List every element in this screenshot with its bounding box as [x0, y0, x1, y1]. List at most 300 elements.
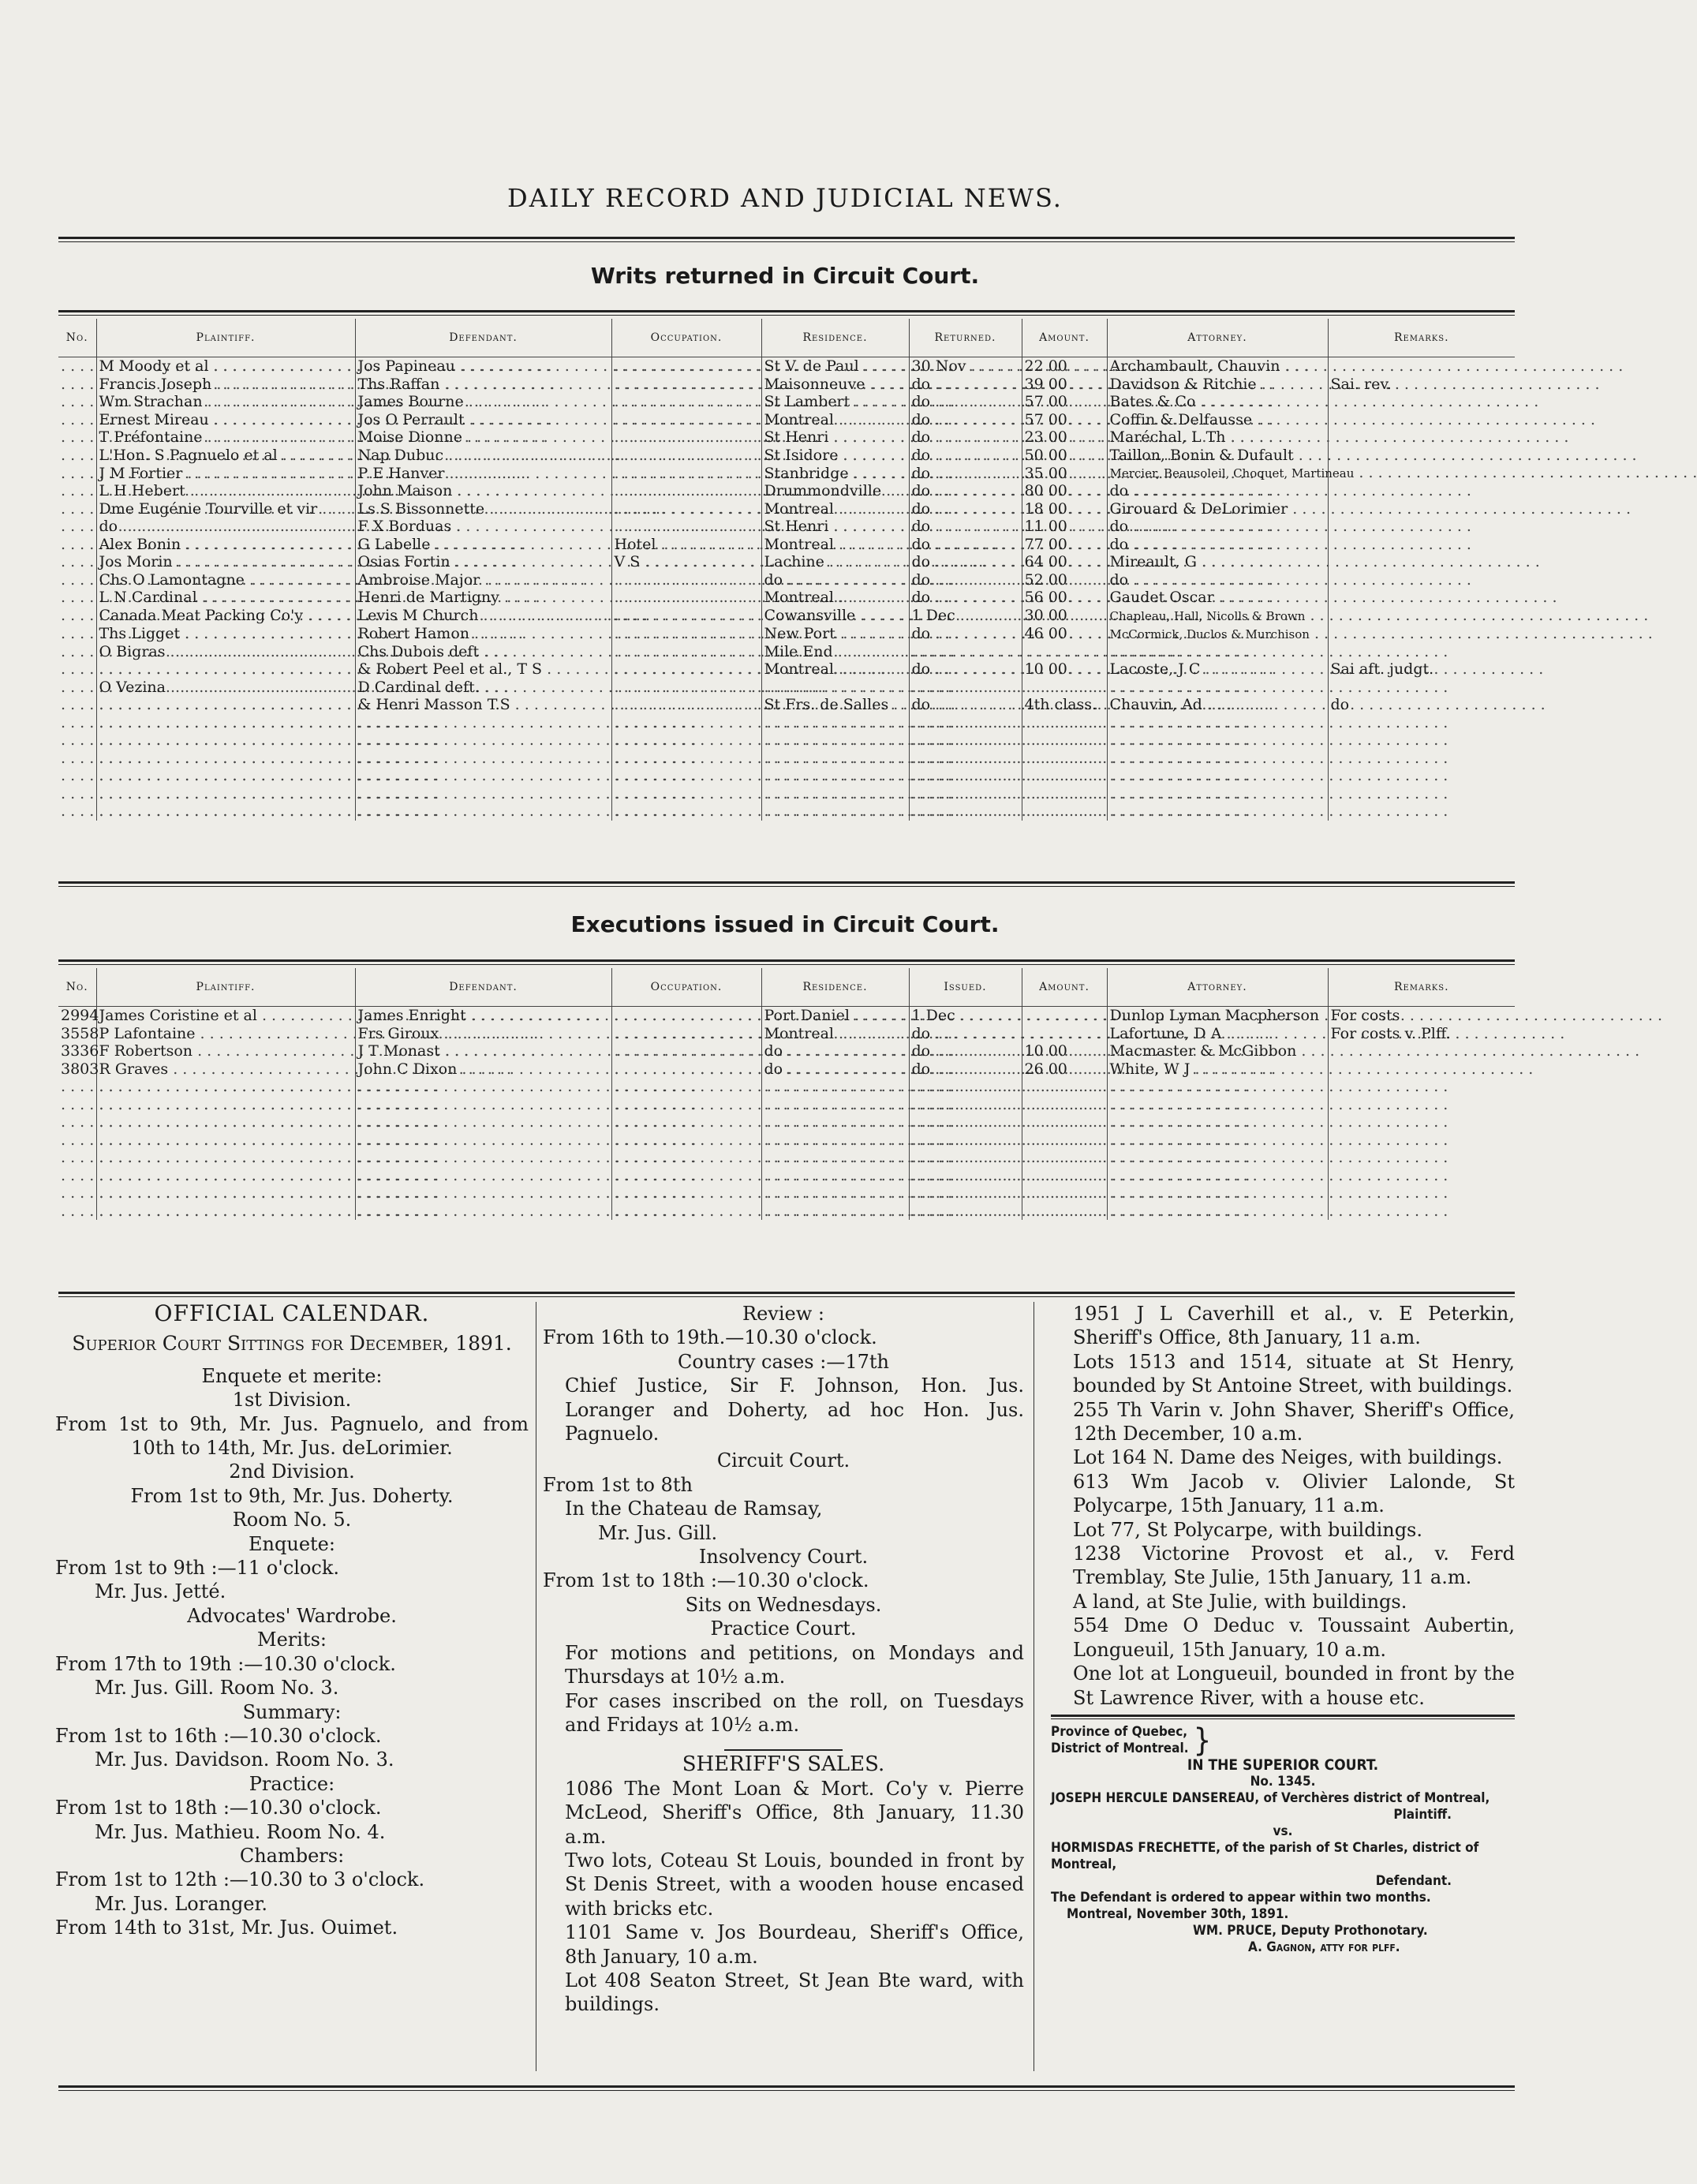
table-row: [58, 393, 1515, 411]
table-cell: [355, 464, 611, 482]
table-cell: [96, 714, 355, 732]
cell-text: Montreal: [764, 535, 834, 553]
table-cell: [611, 428, 761, 447]
table-cell: [1107, 464, 1355, 482]
table-cell: [611, 571, 761, 589]
table-cell: [761, 553, 909, 571]
table-cell: [58, 428, 96, 447]
notice-province: Province of Quebec,: [1051, 1723, 1188, 1740]
table-cell: [355, 802, 611, 821]
table-cell: [1107, 357, 1328, 376]
cell-text: Moise Dionne: [357, 428, 462, 447]
cell-text: do: [1109, 518, 1129, 536]
sheriff-sale: Lot 77, St Polycarpe, with buildings.: [1073, 1518, 1423, 1541]
table-cell: [909, 571, 1022, 589]
column-header: Defendant.: [355, 319, 611, 357]
legal-notice: [1051, 1724, 1515, 1956]
circuit-line: From 1st to 8th: [543, 1473, 693, 1496]
column-header: Plaintiff.: [96, 968, 355, 1007]
table-row: [58, 679, 1515, 697]
table-cell: [355, 1113, 611, 1131]
practice-heading: Practice Court.: [710, 1617, 857, 1640]
rule: [58, 237, 1515, 242]
table-cell: [96, 750, 355, 768]
table-cell: [1107, 714, 1328, 732]
table-cell: [96, 1149, 355, 1167]
cell-text: Chs Dubois deft: [357, 642, 480, 660]
column-header: Attorney.: [1107, 968, 1328, 1007]
table-cell: [1107, 660, 1328, 679]
table-cell: [761, 1184, 909, 1202]
table-cell: [909, 482, 1022, 500]
table-cell: [96, 571, 355, 589]
insolvency-heading: Insolvency Court.: [698, 1546, 869, 1569]
table-cell: [58, 607, 96, 625]
table-cell: [1107, 1184, 1328, 1202]
table-cell: [761, 1131, 909, 1150]
table-cell: [58, 731, 96, 750]
cell-text: Jos Morin: [99, 553, 173, 571]
table-cell: [611, 607, 761, 625]
table-cell: [909, 802, 1022, 821]
column-header: Returned.: [909, 319, 1022, 357]
cell-text: 2994: [61, 1007, 99, 1025]
column-header: Amount.: [1022, 319, 1107, 357]
table-cell: [611, 447, 761, 465]
cell-text: Hotel: [614, 535, 656, 553]
cell-text: Lacoste, J C: [1109, 660, 1201, 679]
table-cell: [761, 411, 909, 429]
calendar-line: Merits:: [257, 1629, 327, 1651]
cell-text: Dunlop Lyman Macpherson: [1109, 1007, 1320, 1025]
cell-text: 50 00: [1024, 446, 1067, 464]
review-time: From 16th to 19th.—10.30 o'clock.: [543, 1326, 877, 1349]
notice-plaintiff: JOSEPH HERCULE DANSEREAU, of Verchères district of Montreal,: [1051, 1789, 1490, 1806]
table-row: [58, 767, 1515, 785]
table-row: [58, 1167, 1515, 1185]
table-cell: [909, 625, 1022, 643]
table-row: [58, 1202, 1515, 1221]
calendar-line: From 1st to 9th, Mr. Jus. Pagnuelo, and from 10th to 14th, Mr. Jus. deLorimier.: [55, 1412, 529, 1460]
calendar-line: From 1st to 18th :—10.30 o'clock.: [55, 1797, 382, 1819]
table-cell: [355, 1167, 611, 1185]
cell-text: do: [911, 696, 931, 714]
notice-vs: vs.: [1273, 1823, 1293, 1839]
table-cell: [1107, 625, 1328, 643]
table-cell: [611, 660, 761, 679]
table-cell: [58, 589, 96, 607]
writs-title: Writs returned in Circuit Court.: [590, 263, 980, 289]
cell-text: Ths Ligget: [99, 625, 181, 642]
cell-text: Cowansville: [764, 607, 856, 624]
calendar-line: Advocates' Wardrobe.: [187, 1604, 397, 1627]
calendar-line: Mr. Jus. Gill. Room No. 3.: [95, 1677, 339, 1700]
table-row: [58, 660, 1515, 679]
cell-text: White, W J: [1109, 1060, 1191, 1078]
cell-text: do: [911, 1024, 931, 1042]
table-row: [58, 1149, 1515, 1167]
cell-text: do: [911, 446, 931, 464]
table-cell: [96, 643, 355, 661]
cell-text: 3558: [61, 1024, 99, 1042]
cell-text: St Isidore: [764, 446, 839, 464]
column-header: Residence.: [761, 968, 909, 1007]
cell-text: J T Monast: [357, 1042, 440, 1060]
table-cell: [355, 767, 611, 785]
table-row: [58, 482, 1515, 500]
calendar-title: OFFICIAL CALENDAR.: [154, 1300, 430, 1326]
table-cell: [761, 607, 909, 625]
table-row: [58, 518, 1515, 536]
sheriff-sale: 1101 Same v. Jos Bourdeau, Sheriff's Office, 8th January, 10 a.m.: [565, 1921, 1024, 1968]
table-cell: [761, 571, 909, 589]
cell-text: do: [911, 464, 931, 482]
sheriff-sale: Lot 164 N. Dame des Neiges, with buildings.: [1073, 1446, 1503, 1469]
rule: [58, 881, 1515, 887]
table-cell: [355, 1042, 611, 1060]
cell-text: & Robert Peel et al., T S: [357, 660, 543, 679]
cell-text: 10 00: [1024, 660, 1067, 679]
cell-text: do: [911, 410, 931, 428]
table-cell: [58, 571, 96, 589]
table-cell: [96, 660, 355, 679]
table-cell: [761, 714, 909, 732]
table-cell: [909, 1007, 1022, 1025]
cell-text: 10 00: [1024, 1042, 1067, 1060]
table-cell: [58, 500, 96, 518]
table-row: [58, 607, 1515, 625]
calendar-line: Mr. Jus. Loranger.: [95, 1892, 267, 1915]
cell-text: Jos O Perrault: [357, 410, 465, 428]
cell-text: James Bourne: [357, 393, 464, 411]
cell-text: do: [911, 1042, 931, 1060]
table-cell: [355, 571, 611, 589]
cell-text: 1 Dec: [911, 607, 955, 624]
table-cell: [611, 625, 761, 643]
table-cell: [58, 625, 96, 643]
table-row: [58, 447, 1515, 465]
cell-text: Bates & Co: [1109, 393, 1196, 411]
calendar-line: From 17th to 19th :—10.30 o'clock.: [55, 1652, 396, 1675]
sheriff-sale: Two lots, Coteau St Louis, bounded in front by St Denis Street, with a wooden house encased with bricks etc.: [565, 1849, 1024, 1920]
table-cell: [909, 1113, 1022, 1131]
cell-text: James Enright: [357, 1007, 466, 1025]
notice-jurisdiction: [1051, 1724, 1515, 1757]
table-cell: [355, 393, 611, 411]
table-cell: [909, 750, 1022, 768]
table-cell: [96, 376, 355, 394]
cell-text: do: [911, 518, 931, 536]
column-header: Defendant.: [355, 968, 611, 1007]
table-cell: [611, 1025, 761, 1043]
column-header: No.: [58, 319, 96, 357]
table-cell: [761, 625, 909, 643]
cell-text: James Coristine et al: [99, 1007, 257, 1025]
cell-text: Girouard & DeLorimier: [1109, 499, 1288, 518]
cell-text: Maisonneuve: [764, 375, 865, 393]
table-cell: [761, 1149, 909, 1167]
sheriff-sales-continued: [1051, 1302, 1515, 2075]
cell-text: F X Borduas: [357, 518, 452, 536]
table-cell: [761, 802, 909, 821]
sheriff-sale: A land, at Ste Julie, with buildings.: [1073, 1590, 1407, 1613]
table-cell: [1107, 411, 1328, 429]
cell-text: Montreal: [764, 410, 834, 428]
cell-text: 80 00: [1024, 482, 1067, 500]
table-cell: [909, 536, 1022, 554]
table-cell: [761, 660, 909, 679]
sheriff-sale: Lot 408 Seaton Street, St Jean Bte ward, with buildings.: [565, 1969, 1024, 2016]
table-cell: [611, 1202, 761, 1221]
table-cell: [761, 767, 909, 785]
table-cell: [58, 393, 96, 411]
masthead: DAILY RECORD AND JUDICIAL NEWS.: [507, 183, 1063, 213]
cell-text: do: [911, 499, 931, 518]
cell-text: do: [911, 553, 931, 571]
rule: [58, 310, 1515, 316]
calendar-line: Practice:: [249, 1772, 335, 1795]
table-cell: [611, 767, 761, 785]
cell-text: Ambroise Major: [357, 570, 480, 589]
table-cell: [909, 1131, 1022, 1150]
table-cell: [611, 500, 761, 518]
cell-text: Drummondville: [764, 482, 882, 500]
notice-date: Montreal, November 30th, 1891.: [1067, 1905, 1289, 1922]
table-cell: [611, 1060, 761, 1079]
notice-number: No. 1345.: [1250, 1773, 1316, 1789]
table-cell: [58, 1024, 99, 1043]
table-cell: [58, 518, 96, 536]
table-cell: [909, 660, 1022, 679]
table-cell: [761, 1167, 909, 1185]
sheriff-sale: 255 Th Varin v. John Shaver, Sheriff's Office, 12th December, 10 a.m.: [1073, 1398, 1515, 1445]
table-cell: [355, 625, 611, 643]
cell-text: Dme Eugénie Tourville et vir: [99, 499, 318, 518]
table-cell: [96, 500, 355, 518]
calendar-line: From 14th to 31st, Mr. Jus. Ouimet.: [55, 1917, 398, 1939]
insolvency-line: Sits on Wednesdays.: [685, 1593, 882, 1616]
table-cell: [1107, 679, 1328, 697]
table-cell: [96, 679, 355, 697]
cell-text: John Maison: [357, 482, 453, 500]
table-cell: [611, 411, 761, 429]
table-cell: [58, 1184, 96, 1202]
cell-text: R Graves: [99, 1060, 169, 1078]
calendar-line: Enquete:: [249, 1532, 335, 1555]
table-cell: [355, 482, 611, 500]
table-cell: [761, 679, 909, 697]
cell-text: McCormick, Duclos & Murchison: [1109, 626, 1310, 641]
cell-text: Ernest Mireau: [99, 410, 209, 428]
calendar-line: From 1st to 16th :—10.30 o'clock.: [55, 1724, 382, 1747]
sheriff-sale: One lot at Longueuil, bounded in front by the St Lawrence River, with a house etc.: [1073, 1662, 1515, 1709]
table-row: [58, 589, 1515, 607]
table-cell: [611, 376, 761, 394]
table-cell: [761, 731, 909, 750]
table-cell: [355, 428, 611, 447]
column-header: Remarks.: [1393, 981, 1449, 993]
cell-text: M Moody et al: [99, 357, 209, 376]
table-cell: [58, 357, 96, 376]
table-cell: [355, 696, 611, 714]
cell-text: Archambault, Chauvin: [1109, 357, 1280, 376]
table-cell: [96, 428, 355, 447]
practice-line: For motions and petitions, on Mondays and Thursdays at 10½ a.m.: [565, 1641, 1024, 1688]
cell-text: do: [911, 393, 931, 411]
cell-text: 4th class.: [1024, 696, 1097, 714]
table-cell: [909, 731, 1022, 750]
court-schedule: [543, 1302, 1024, 2075]
table-cell: [611, 1007, 761, 1025]
notice-defendant-role: Defendant.: [1375, 1872, 1452, 1889]
calendar-subtitle: Superior Court Sittings for December, 1891.: [72, 1332, 512, 1356]
cell-text: Port Daniel: [764, 1007, 850, 1025]
table-cell: [355, 714, 611, 732]
table-cell: [1107, 571, 1328, 589]
calendar-line: Mr. Jus. Jetté.: [95, 1580, 226, 1603]
rule: [58, 2085, 1515, 2091]
cell-text: 18 00: [1024, 499, 1067, 518]
table-cell: [96, 393, 355, 411]
cell-text: 57 00: [1024, 410, 1067, 428]
table-cell: [611, 1096, 761, 1114]
table-cell: [1107, 482, 1328, 500]
cell-text: 56 00: [1024, 589, 1067, 607]
table-cell: [58, 1131, 96, 1150]
cell-text: Montreal: [764, 589, 834, 607]
country-heading: Country cases :—17th: [678, 1350, 889, 1373]
rule: [58, 959, 1515, 965]
table-cell: [611, 1167, 761, 1185]
table-cell: [355, 1060, 611, 1079]
table-cell: [909, 1096, 1022, 1114]
cell-text: Ls S Bissonnette: [357, 499, 485, 518]
table-cell: [355, 660, 611, 679]
table-cell: [909, 518, 1022, 536]
table-cell: [909, 1184, 1022, 1202]
table-cell: [1107, 518, 1328, 536]
cell-text: Levis M Church: [357, 607, 479, 624]
cell-text: Sai. rev.: [1330, 375, 1392, 393]
table-cell: [58, 767, 96, 785]
table-cell: [1107, 802, 1328, 821]
table-cell: [96, 1078, 355, 1096]
table-cell: [909, 553, 1022, 571]
table-cell: [909, 357, 1022, 376]
cell-text: St Henri: [764, 428, 829, 447]
table-cell: [96, 696, 355, 714]
table-cell: [1107, 785, 1328, 803]
cell-text: 26 00: [1024, 1060, 1067, 1078]
table-row: [58, 553, 1515, 571]
column-header: Attorney.: [1107, 319, 1328, 357]
cell-text: Lachine: [764, 553, 824, 571]
table-cell: [96, 1167, 355, 1185]
cell-text: Montreal: [764, 1024, 834, 1042]
calendar-line: Chambers:: [239, 1844, 345, 1867]
table-cell: [96, 731, 355, 750]
table-cell: [909, 1060, 1022, 1079]
table-cell: [58, 1202, 96, 1221]
table-cell: [96, 625, 355, 643]
column-header: Issued.: [909, 968, 1022, 1007]
table-row: [58, 696, 1515, 714]
calendar-line: From 1st to 9th :—11 o'clock.: [55, 1557, 340, 1580]
table-cell: [611, 1078, 761, 1096]
table-cell: [96, 1202, 355, 1221]
cell-text: L N Cardinal: [99, 589, 197, 607]
calendar-line: Mr. Jus. Mathieu. Room No. 4.: [95, 1820, 386, 1843]
table-cell: [611, 482, 761, 500]
table-cell: [96, 536, 355, 554]
table-cell: [761, 1113, 909, 1131]
table-cell: [611, 1149, 761, 1167]
cell-text: do: [911, 375, 931, 393]
cell-text: do: [99, 518, 118, 536]
table-cell: [355, 607, 611, 625]
table-cell: [761, 785, 909, 803]
cell-text: Henri de Martigny: [357, 589, 499, 607]
table-cell: [96, 1007, 355, 1025]
cell-text: 35 00: [1024, 464, 1067, 482]
table-cell: [58, 1149, 96, 1167]
table-cell: [1107, 428, 1328, 447]
table-cell: [355, 1149, 611, 1167]
table-cell: [1107, 607, 1328, 625]
table-cell: [355, 643, 611, 661]
table-cell: [96, 482, 355, 500]
table-cell: [355, 750, 611, 768]
table-cell: [58, 679, 96, 697]
table-row: [58, 1131, 1515, 1150]
cell-text: do: [911, 1060, 931, 1078]
table-cell: [909, 393, 1022, 411]
lower-columns: [55, 1302, 1515, 2075]
table-cell: [96, 767, 355, 785]
cell-text: 11 00: [1024, 518, 1067, 536]
calendar-line: Enquete et merite:: [201, 1364, 383, 1387]
table-cell: [355, 1131, 611, 1150]
table-cell: [761, 482, 909, 500]
table-cell: [58, 643, 96, 661]
table-cell: [96, 785, 355, 803]
table-row: [58, 714, 1515, 732]
table-cell: [96, 1131, 355, 1150]
table-cell: [909, 589, 1022, 607]
table-cell: [58, 411, 96, 429]
notice-signer: WM. PRUCE, Deputy Prothonotary.: [1193, 1922, 1428, 1939]
table-row: [58, 1025, 1515, 1043]
cell-text: Mireault, G: [1109, 553, 1197, 571]
notice-district: District of Montreal.: [1051, 1740, 1189, 1756]
cell-text: Gaudet Oscar: [1109, 589, 1214, 607]
column-header: No.: [58, 968, 96, 1007]
cell-text: John C Dixon: [357, 1060, 458, 1078]
table-row: [58, 1113, 1515, 1131]
notice-court: IN THE SUPERIOR COURT.: [1187, 1756, 1379, 1774]
table-cell: [96, 518, 355, 536]
table-cell: [611, 1042, 761, 1060]
cell-text: Montreal: [764, 499, 834, 518]
table-cell: [909, 376, 1022, 394]
cell-text: G Labelle: [357, 535, 431, 553]
column-header: Amount.: [1022, 968, 1107, 1007]
table-cell: [96, 1113, 355, 1131]
table-cell: [96, 802, 355, 821]
table-cell: [58, 696, 96, 714]
cell-text: Stanbridge: [764, 464, 849, 482]
table-row: [58, 785, 1515, 803]
